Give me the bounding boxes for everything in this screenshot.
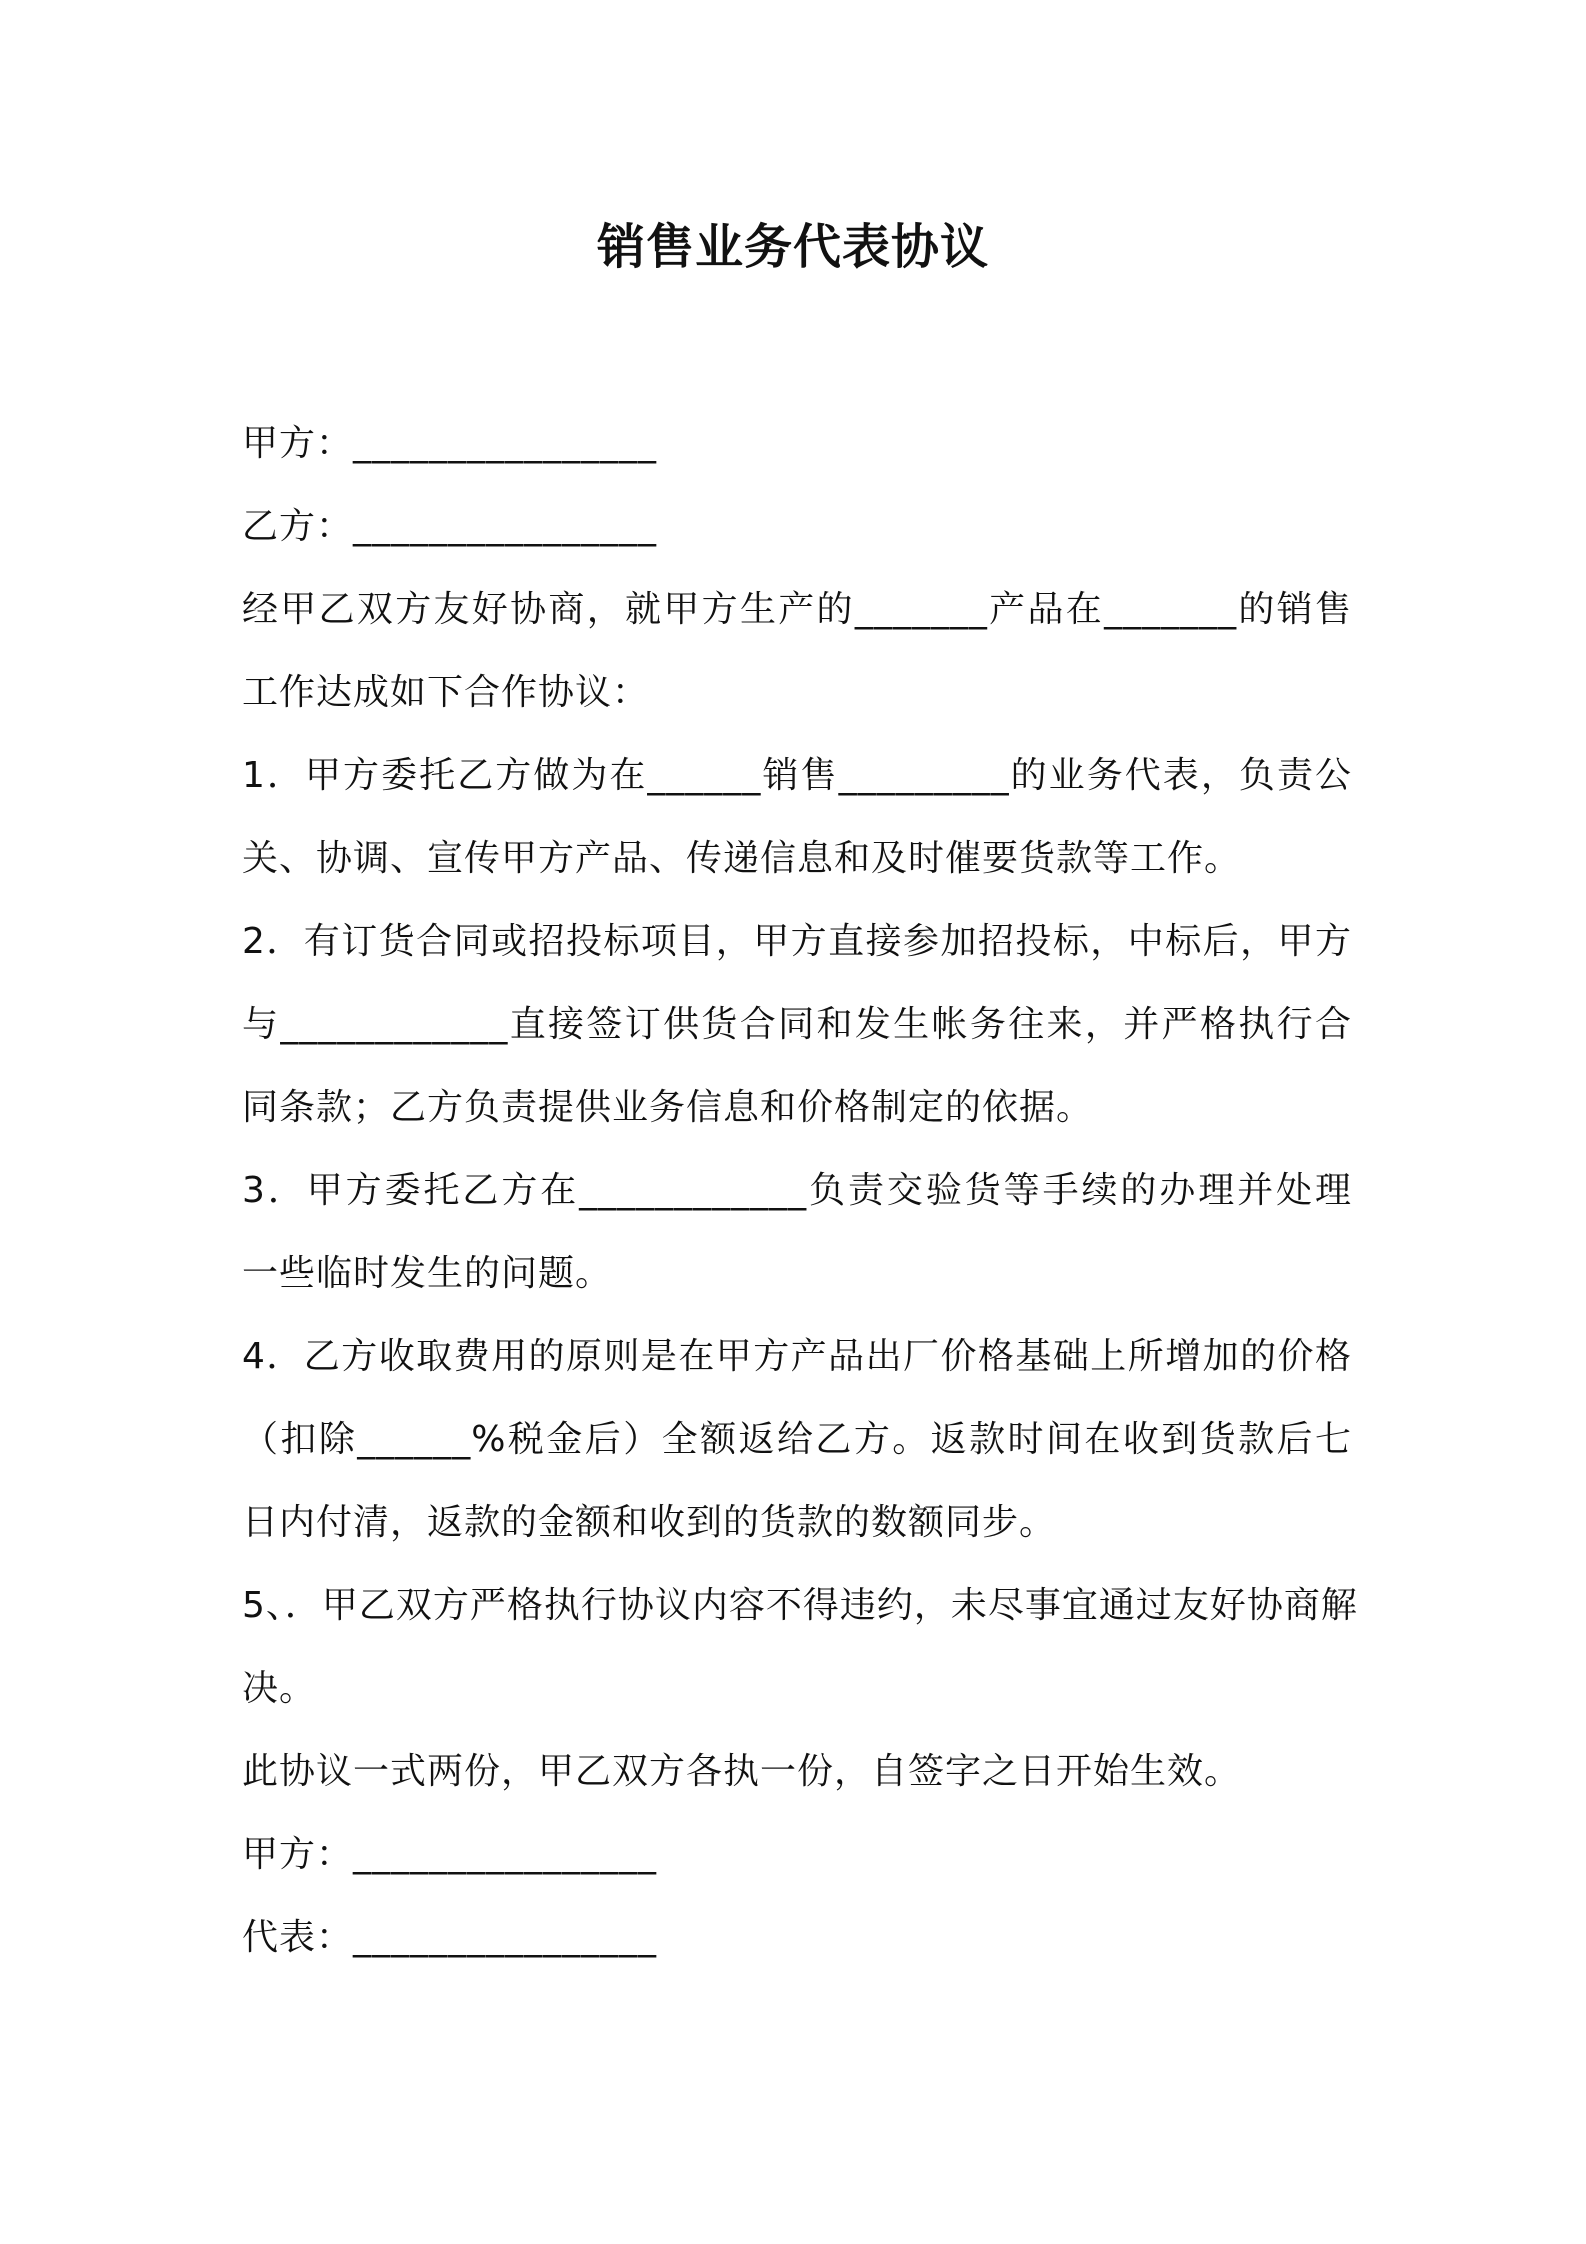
clause-1-line: 1．甲方委托乙方做为在______销售_________的业务代表，负责公 [242,755,1352,796]
preamble-line: 经甲乙双方友好协商，就甲方生产的_______产品在_______的销售 [242,589,1352,630]
clause-3-line: 3．甲方委托乙方在____________负责交验货等手续的办理并处理 [242,1170,1352,1211]
clause-4-line: （扣除______%税金后）全额返给乙方。返款时间在收到货款后七 [242,1419,1352,1460]
document-body [242,402,1358,1979]
effect-statement-line: 此协议一式两份，甲乙双方各执一份，自签字之日开始生效。 [242,1751,1242,1792]
party-a-line: 甲方：________________ [242,423,658,464]
clause-5-line: 决。 [242,1668,317,1709]
signature-party-a-line: 甲方：________________ [242,1834,658,1875]
clause-1-line: 关、协调、宣传甲方产品、传递信息和及时催要货款等工作。 [242,838,1242,879]
preamble-line: 工作达成如下合作协议： [242,672,650,713]
clause-4-line: 4．乙方收取费用的原则是在甲方产品出厂价格基础上所增加的价格 [242,1336,1352,1377]
clause-2-line: 同条款；乙方负责提供业务信息和价格制定的依据。 [242,1087,1094,1128]
clause-2-line: 与____________直接签订供货合同和发生帐务往来，并严格执行合 [242,1004,1352,1045]
document-title: 销售业务代表协议 [596,219,989,275]
signature-representative-line: 代表：________________ [242,1917,658,1958]
clause-2-line: 2．有订货合同或招投标项目，甲方直接参加招投标，中标后，甲方 [242,921,1352,962]
clause-5-line: 5、．甲乙双方严格执行协议内容不得违约，未尽事宜通过友好协商解 [242,1585,1358,1626]
clause-4-line: 日内付清，返款的金额和收到的货款的数额同步。 [242,1502,1057,1543]
party-b-line: 乙方：________________ [242,506,658,547]
clause-3-line: 一些临时发生的问题。 [242,1253,613,1294]
